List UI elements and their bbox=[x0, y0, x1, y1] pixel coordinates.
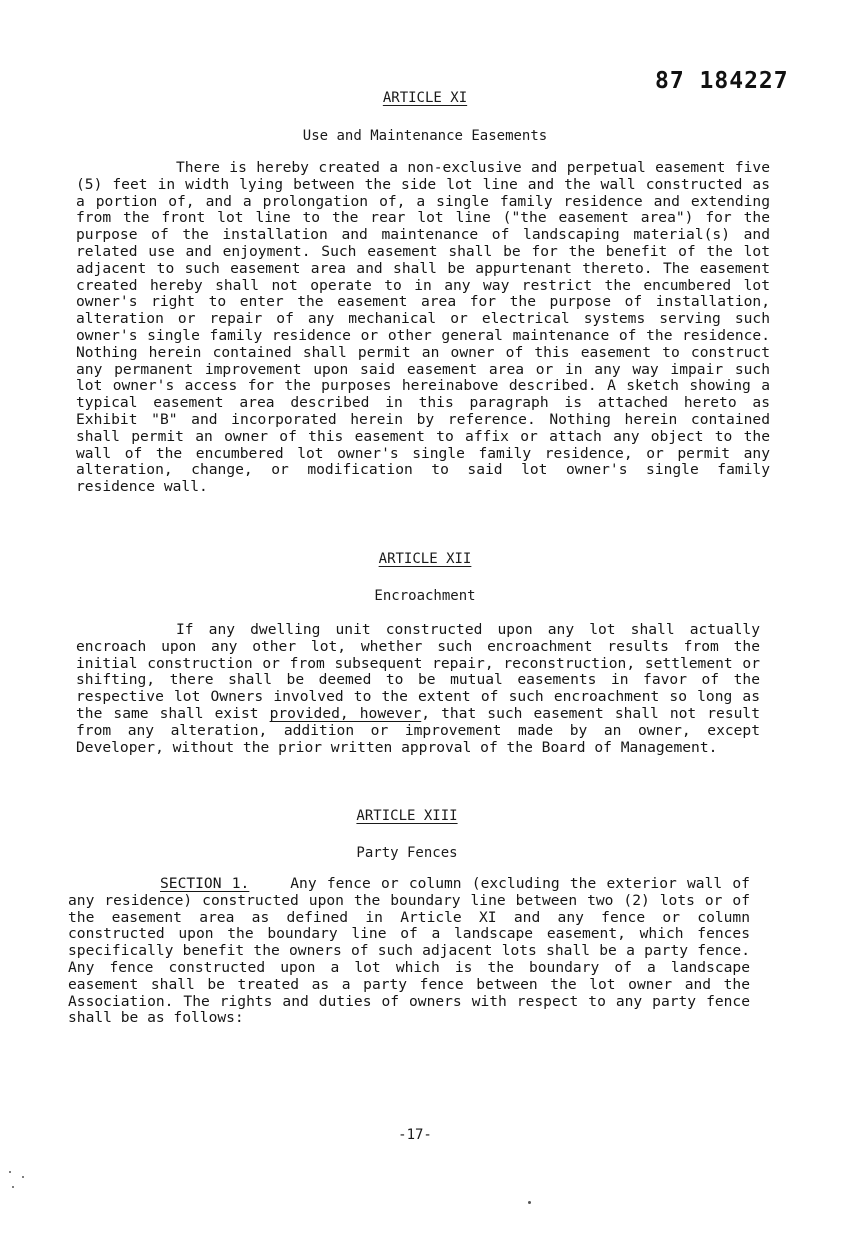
article-12-subtitle: Encroachment bbox=[374, 588, 476, 604]
page-number: -17- bbox=[398, 1127, 432, 1143]
article-12-body bbox=[76, 622, 760, 756]
section-1-label: SECTION 1. bbox=[160, 875, 250, 892]
article-12-title: ARTICLE XII bbox=[378, 551, 472, 567]
article-13-text: Any fence or column (excluding the exterior wall of any residence) constructed upon the boundary line between two (2) lots or of the easement area as defined in Article XI and any fence or column constructed upon the boundary line of a landscape easement, which fences specifically benefit the owners of such adjacent lots shall be a party fence. Any fence constructed upon a lot which is the boundary of a landscape easement shall be treated as a party fence between the lot owner and the Association. The rights and duties of owners with respect to any party fence shall be as follows: bbox=[68, 875, 750, 1027]
article-11-text: There is hereby created a non-exclusive and perpetual easement five (5) feet in width lying between the side lot line and the wall constructed as a portion of, and a prolongation of, a single family residence and extending from the front lot line to the rear lot line ("the easement area") for the purpose of the installation and maintenance of landscaping material(s) and related use and enjoyment. Such easement shall be for the benefit of the lot adjacent to such easement area and shall be appurtenant thereto. The easement created hereby shall not operate to in any way restrict the encumbered lot owner's right to enter the easement area for the purpose of installation, alteration or repair of any mechanical or electrical systems serving such owner's single family residence or other general maintenance of the residence. Nothing herein contained shall permit an owner of this easement to construct any permanent improvement upon said easement area or in any way impair such lot owner's access for the purposes hereinabove described. A sketch showing a typical easement area described in this paragraph is attached hereto as Exhibit "B" and incorporated herein by reference. Nothing herein contained shall permit an owner of this easement to affix or attach any object to the wall of the encumbered lot owner's single family residence, or permit any alteration, change, or modification to said lot owner's single family residence wall. bbox=[76, 159, 770, 496]
scan-speck bbox=[9, 1171, 11, 1173]
article-12-text-b: , that such easement shall not result from any alteration, addition or improvement made by an owner, except Developer, without the prior written approval of the Board of Management. bbox=[76, 704, 760, 756]
article-13-title: ARTICLE XIII bbox=[356, 808, 458, 824]
document-number: 87 184227 bbox=[655, 68, 789, 94]
article-11-title: ARTICLE XI bbox=[382, 90, 468, 106]
article-13-subtitle: Party Fences bbox=[356, 845, 458, 861]
article-12-proviso: provided, however bbox=[269, 704, 422, 722]
article-12-text-a: If any dwelling unit constructed upon any lot shall actually encroach upon any other lot, whether such encroachment results from the initial construction or from subsequent repair, reconstruction, settlement or shifting, there shall be deemed to be mutual easements in favor of the respective lot Owners involved to the extent of such encroachment so long as the same shall exist bbox=[76, 621, 760, 722]
article-13-body bbox=[68, 876, 750, 1027]
scan-speck bbox=[528, 1201, 531, 1204]
scan-speck bbox=[12, 1186, 14, 1188]
scan-speck bbox=[22, 1176, 24, 1178]
article-11-body bbox=[76, 160, 770, 496]
article-11-subtitle: Use and Maintenance Easements bbox=[302, 128, 548, 144]
